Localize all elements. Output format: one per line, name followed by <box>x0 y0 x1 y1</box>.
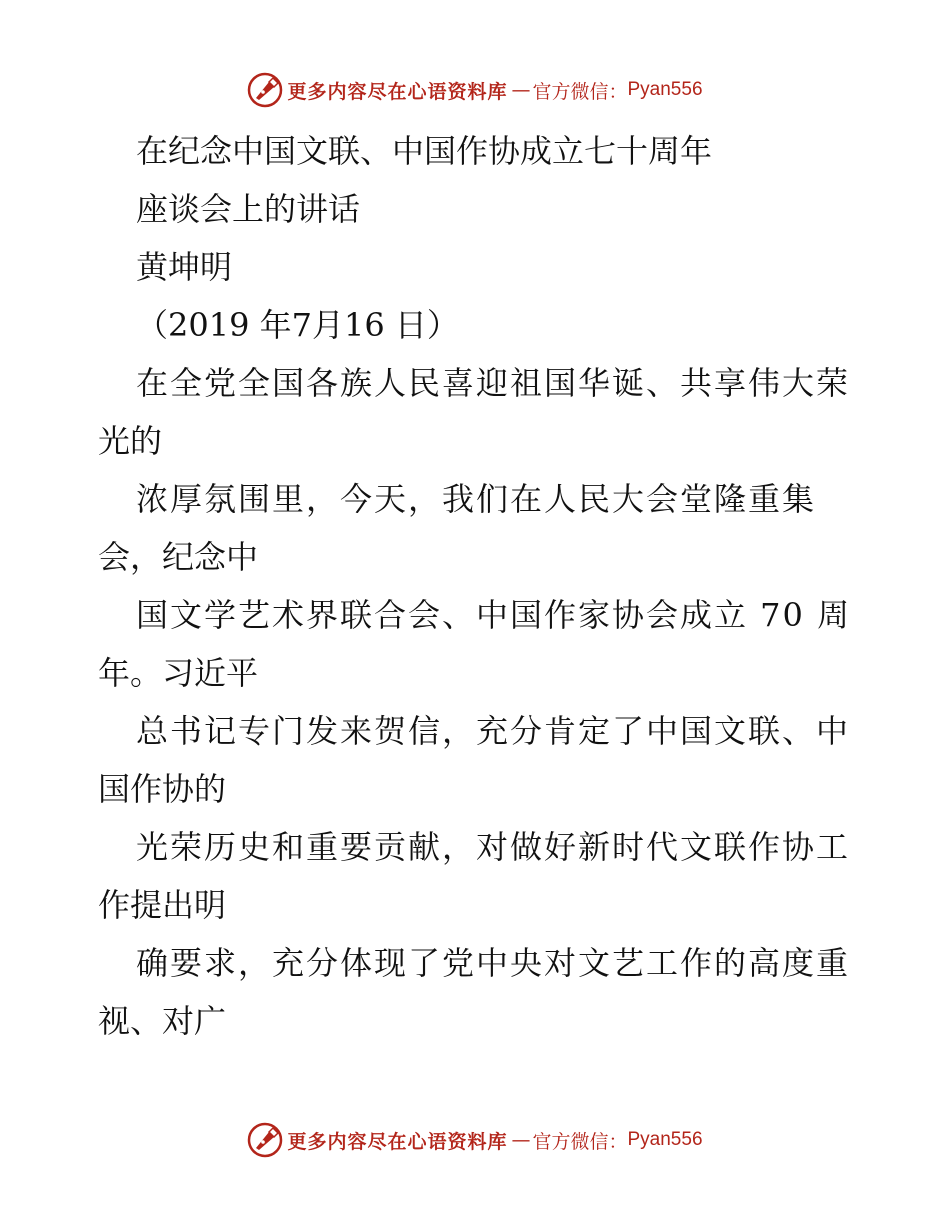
watermark-wechat-label: 官方微信： <box>532 1130 628 1153</box>
document-body <box>98 122 858 1050</box>
pen-nib-logo-icon <box>247 72 283 108</box>
speech-title-line-1: 在纪念中国文联、中国作协成立七十周年 <box>136 132 713 170</box>
watermark-brand-text: 更多内容尽在心语资料库 <box>287 80 508 103</box>
speech-title-line-2: 座谈会上的讲话 <box>136 190 361 228</box>
body-text-line: 国作协的 <box>98 770 227 808</box>
watermark-dash: — <box>511 79 529 101</box>
body-text-line: 总书记专门发来贺信，充分肯定了中国文联、中 <box>136 712 851 750</box>
watermark-wechat-id: Pyan556 <box>627 79 703 100</box>
pen-nib-logo-icon <box>247 1122 283 1158</box>
watermark-dash: — <box>511 1129 529 1151</box>
body-text-line: 国文学艺术界联合会、中国作家协会成立 70 周 <box>136 596 852 634</box>
watermark-wechat-id: Pyan556 <box>627 1129 703 1150</box>
body-text-line: 年。习近平 <box>98 654 259 692</box>
watermark-header <box>0 70 950 110</box>
watermark-brand-text: 更多内容尽在心语资料库 <box>287 1130 508 1153</box>
body-text-line: 作提出明 <box>98 886 227 924</box>
speech-date: （2019 年7月16 日） <box>136 306 459 344</box>
body-text-line: 光的 <box>98 422 163 460</box>
body-text-line: 光荣历史和重要贡献，对做好新时代文联作协工 <box>136 828 851 866</box>
body-text-line: 在全党全国各族人民喜迎祖国华诞、共享伟大荣 <box>136 364 851 402</box>
watermark-footer <box>0 1120 950 1160</box>
body-text-line: 会，纪念中 <box>98 538 259 576</box>
body-text-line: 浓厚氛围里，今天，我们在人民大会堂隆重集 <box>136 480 817 518</box>
body-text-line: 确要求，充分体现了党中央对文艺工作的高度重 <box>136 944 851 982</box>
watermark-wechat-label: 官方微信： <box>532 80 628 103</box>
body-text-line: 视、对广 <box>98 1002 227 1040</box>
speaker-name: 黄坤明 <box>136 248 233 286</box>
